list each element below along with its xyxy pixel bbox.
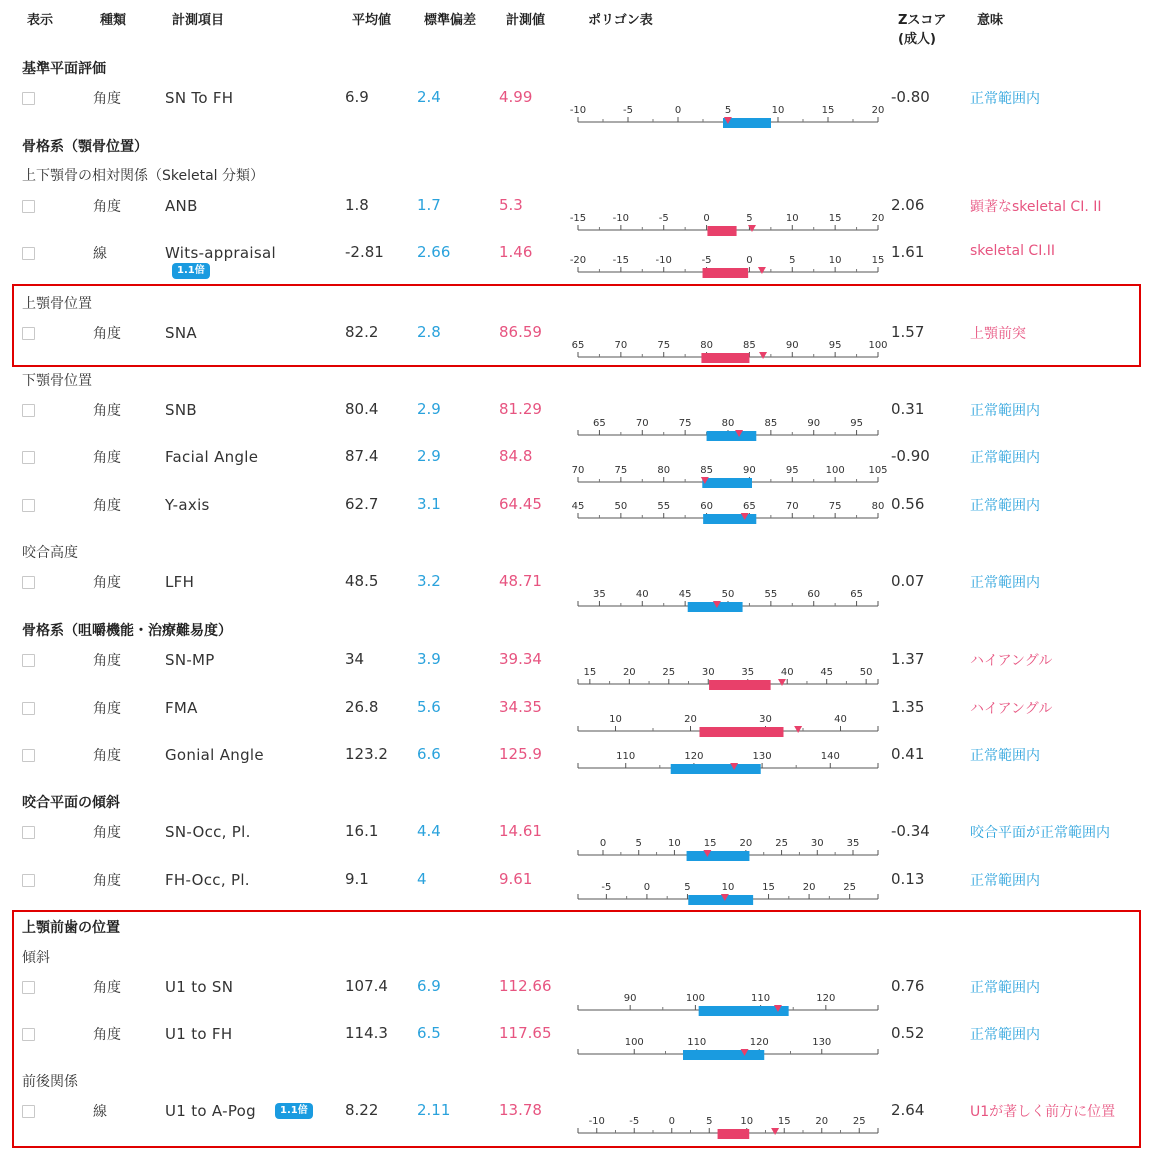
row-type: 線 [93, 246, 107, 262]
row-measured: 86.59 [499, 323, 542, 341]
axis-tick-label: 95 [828, 340, 842, 351]
axis-tick-label: 40 [780, 667, 794, 678]
axis-tick-label: 10 [721, 882, 735, 893]
axis-tick-label: 85 [743, 340, 756, 351]
polygon-chart [574, 409, 884, 443]
row-mean: 1.8 [345, 196, 369, 214]
row-meaning: 咬合平面が正常範囲内 [970, 825, 1110, 841]
axis-tick-label: -5 [658, 213, 669, 224]
axis-tick-label: 10 [609, 714, 622, 725]
axis-tick-label: 10 [785, 213, 799, 224]
axis-tick-label: 15 [828, 213, 842, 224]
show-checkbox[interactable] [22, 404, 35, 417]
axis-tick-label: -5 [623, 105, 633, 116]
axis-tick-label: 25 [662, 667, 676, 678]
row-item-name: FMA [165, 699, 198, 717]
row-mean: 26.8 [345, 698, 379, 716]
axis-tick-label: 20 [802, 882, 816, 893]
header-polygon: ポリゴン表 [588, 13, 653, 28]
show-checkbox[interactable] [22, 749, 35, 762]
row-meaning: U1が著しく前方に位置 [970, 1104, 1116, 1120]
row-z-score: 0.41 [891, 745, 925, 763]
axis-tick-label: 70 [614, 340, 628, 351]
row-type: 角度 [93, 873, 121, 889]
axis-tick-label: 20 [622, 667, 636, 678]
row-type: 線 [93, 1104, 107, 1120]
header-z-line1: Zスコア [898, 13, 947, 28]
section-title: 上下顎骨の相対関係（Skeletal 分類） [22, 168, 265, 184]
header-meaning: 意味 [977, 13, 1004, 28]
axis-tick-label: 110 [687, 1037, 707, 1048]
axis-tick-label: 90 [743, 465, 756, 476]
axis-tick-label: 130 [812, 1037, 832, 1048]
row-z-score: 0.76 [891, 977, 925, 995]
axis-tick-label: 80 [871, 501, 885, 512]
polygon-chart [569, 204, 885, 238]
row-item-name: FH-Occ, Pl. [165, 871, 250, 889]
multiplier-badge: 1.1倍 [275, 1103, 313, 1119]
row-measured: 64.45 [499, 495, 542, 513]
polygon-chart [574, 742, 884, 776]
row-meaning: skeletal CI.II [970, 243, 1056, 259]
axis-tick-label: 15 [703, 838, 717, 849]
section-title: 咬合高度 [22, 545, 78, 561]
row-z-score: 1.37 [891, 650, 925, 668]
sd-range-bar [701, 353, 749, 363]
row-item-name: Y-axis [165, 496, 210, 514]
row-type: 角度 [93, 980, 121, 996]
row-sd: 2.9 [417, 447, 441, 465]
row-mean: 107.4 [345, 977, 388, 995]
axis-tick-label: 0 [599, 838, 607, 849]
axis-tick-label: 75 [678, 418, 692, 429]
axis-tick-label: 65 [850, 589, 863, 600]
axis-tick-label: -10 [612, 213, 630, 224]
section-title: 上顎前歯の位置 [22, 920, 120, 936]
row-mean: 16.1 [345, 822, 379, 840]
row-sd: 6.6 [417, 745, 441, 763]
axis-tick-label: 40 [635, 589, 649, 600]
axis-tick-label: 45 [678, 589, 692, 600]
row-z-score: -0.34 [891, 822, 930, 840]
axis-tick-label: 15 [821, 105, 835, 116]
polygon-chart [574, 984, 884, 1018]
axis-tick-label: 55 [657, 501, 671, 512]
axis-tick-label: 120 [749, 1037, 769, 1048]
row-item-name: U1 to FH [165, 1025, 233, 1043]
axis-tick-label: 75 [614, 465, 628, 476]
row-z-score: -0.90 [891, 447, 930, 465]
row-type: 角度 [93, 825, 121, 841]
header-sd: 標準偏差 [424, 13, 477, 28]
axis-tick-label: 0 [643, 882, 651, 893]
axis-tick-label: 15 [583, 667, 597, 678]
row-item-name: Gonial Angle [165, 746, 264, 764]
axis-tick-label: 35 [846, 838, 860, 849]
axis-tick-label: -10 [569, 105, 587, 116]
row-mean: 6.9 [345, 88, 369, 106]
row-measured: 1.46 [499, 243, 533, 261]
show-checkbox[interactable] [22, 327, 35, 340]
row-measured: 13.78 [499, 1101, 542, 1119]
axis-tick-label: 60 [700, 501, 713, 512]
row-item-name: SN To FH [165, 89, 234, 107]
axis-tick-label: 0 [674, 105, 682, 116]
section-title: 咬合平面の傾斜 [22, 795, 120, 811]
axis-tick-label: 95 [785, 465, 799, 476]
row-mean: -2.81 [345, 243, 384, 261]
row-meaning: 正常範囲内 [970, 1027, 1040, 1043]
axis-tick-label: -20 [569, 255, 587, 266]
axis-tick-label: 120 [816, 993, 836, 1004]
axis-tick-label: 85 [764, 418, 778, 429]
show-checkbox[interactable] [22, 576, 35, 589]
row-meaning: 上顎前突 [970, 326, 1026, 342]
polygon-chart [574, 1107, 884, 1141]
axis-tick-label: 80 [700, 340, 713, 351]
show-checkbox[interactable] [22, 200, 35, 213]
row-type: 角度 [93, 326, 121, 342]
row-sd: 3.2 [417, 572, 441, 590]
show-checkbox[interactable] [22, 654, 35, 667]
row-measured: 39.34 [499, 650, 542, 668]
sd-range-bar [703, 514, 756, 524]
polygon-chart [574, 1028, 884, 1062]
row-meaning: ハイアングル [970, 653, 1053, 669]
row-mean: 8.22 [345, 1101, 379, 1119]
axis-tick-label: 75 [657, 340, 671, 351]
row-sd: 4 [417, 870, 427, 888]
axis-tick-label: 5 [684, 882, 691, 893]
axis-tick-label: 10 [771, 105, 785, 116]
show-checkbox[interactable] [22, 1105, 35, 1118]
polygon-chart [569, 246, 885, 280]
section-title: 骨格系（咀嚼機能・治療難易度） [22, 623, 232, 639]
section-title: 傾斜 [22, 950, 50, 966]
row-mean: 48.5 [345, 572, 379, 590]
row-z-score: 1.61 [891, 243, 925, 261]
axis-tick-label: 20 [871, 105, 885, 116]
row-type: 角度 [93, 1027, 121, 1043]
axis-tick-label: 5 [789, 255, 796, 266]
row-measured: 14.61 [499, 822, 542, 840]
row-mean: 80.4 [345, 400, 379, 418]
row-sd: 2.8 [417, 323, 441, 341]
row-measured: 4.99 [499, 88, 533, 106]
row-z-score: 0.13 [891, 870, 925, 888]
axis-tick-label: -10 [655, 255, 672, 266]
show-checkbox[interactable] [22, 92, 35, 105]
row-z-score: -0.80 [891, 88, 930, 106]
measured-marker [771, 1128, 779, 1135]
row-mean: 34 [345, 650, 365, 668]
row-meaning: ハイアングル [970, 701, 1053, 717]
axis-tick-label: 55 [764, 589, 778, 600]
row-mean: 123.2 [345, 745, 388, 763]
axis-tick-label: 50 [614, 501, 628, 512]
header-mean: 平均値 [352, 13, 392, 28]
axis-tick-label: -5 [629, 1116, 640, 1127]
row-z-score: 0.52 [891, 1024, 925, 1042]
axis-tick-label: 120 [684, 751, 704, 762]
axis-tick-label: 80 [721, 418, 735, 429]
axis-tick-label: 5 [724, 105, 732, 116]
row-mean: 114.3 [345, 1024, 388, 1042]
row-mean: 62.7 [345, 495, 379, 513]
row-item-name: Wits-appraisal [165, 244, 276, 262]
axis-tick-label: 80 [657, 465, 671, 476]
axis-tick-label: 100 [825, 465, 845, 476]
row-mean: 82.2 [345, 323, 379, 341]
row-meaning: 正常範囲内 [970, 873, 1040, 889]
show-checkbox[interactable] [22, 451, 35, 464]
axis-tick-label: 50 [721, 589, 735, 600]
axis-tick-label: 25 [843, 882, 856, 893]
axis-tick-label: 20 [815, 1116, 829, 1127]
row-measured: 117.65 [499, 1024, 552, 1042]
header-measured: 計測値 [506, 13, 546, 28]
row-sd: 3.9 [417, 650, 441, 668]
row-measured: 112.66 [499, 977, 552, 995]
show-checkbox[interactable] [22, 826, 35, 839]
axis-tick-label: 100 [685, 993, 705, 1004]
axis-tick-label: 40 [834, 714, 847, 725]
axis-tick-label: 65 [571, 340, 585, 351]
row-item-name: LFH [165, 573, 195, 591]
row-meaning: 顕著なskeletal CI. II [970, 199, 1102, 215]
header-item: 計測項目 [172, 13, 225, 28]
row-sd: 4.4 [417, 822, 441, 840]
axis-tick-label: -15 [612, 255, 630, 266]
show-checkbox[interactable] [22, 1028, 35, 1041]
axis-tick-label: 25 [852, 1116, 866, 1127]
row-item-name: SN-MP [165, 651, 215, 669]
row-z-score: 1.35 [891, 698, 925, 716]
sd-range-bar [707, 431, 757, 441]
axis-tick-label: -10 [588, 1116, 605, 1127]
row-z-score: 2.06 [891, 196, 925, 214]
axis-tick-label: 110 [751, 993, 771, 1004]
row-item-name: ANB [165, 197, 198, 215]
row-item-name: U1 to A-Pog [165, 1102, 256, 1120]
row-type: 角度 [93, 403, 121, 419]
section-title: 前後関係 [22, 1074, 78, 1090]
row-sd: 2.4 [417, 88, 441, 106]
row-meaning: 正常範囲内 [970, 498, 1040, 514]
measured-marker [778, 679, 786, 686]
row-sd: 1.7 [417, 196, 441, 214]
row-measured: 9.61 [499, 870, 533, 888]
row-item-name: SN-Occ, Pl. [165, 823, 251, 841]
row-meaning: 正常範囲内 [970, 403, 1040, 419]
measured-marker [758, 267, 766, 274]
axis-tick-label: 90 [807, 418, 821, 429]
axis-tick-label: 130 [752, 751, 772, 762]
axis-tick-label: 30 [701, 667, 715, 678]
axis-tick-label: 65 [743, 501, 756, 512]
sd-range-bar [718, 1129, 750, 1139]
row-z-score: 1.57 [891, 323, 925, 341]
row-measured: 84.8 [499, 447, 533, 465]
polygon-chart [571, 331, 888, 365]
polygon-chart [574, 658, 884, 692]
polygon-chart [571, 492, 885, 526]
axis-tick-label: 15 [871, 255, 885, 266]
axis-tick-label: 20 [684, 714, 697, 725]
header-z-line2: (成人) [898, 32, 936, 47]
row-type: 角度 [93, 748, 121, 764]
row-mean: 9.1 [345, 870, 369, 888]
row-type: 角度 [93, 701, 121, 717]
axis-tick-label: 60 [807, 589, 821, 600]
row-mean: 87.4 [345, 447, 379, 465]
sd-range-bar [700, 727, 784, 737]
polygon-chart [569, 96, 885, 130]
section-title: 下顎骨位置 [22, 373, 92, 389]
polygon-chart [571, 456, 888, 490]
axis-tick-label: 140 [820, 751, 840, 762]
section-title: 基準平面評価 [22, 61, 106, 77]
row-type: 角度 [93, 450, 121, 466]
header-show: 表示 [27, 13, 54, 28]
row-meaning: 正常範囲内 [970, 91, 1040, 107]
axis-tick-label: 100 [868, 340, 888, 351]
row-sd: 2.66 [417, 243, 451, 261]
row-sd: 3.1 [417, 495, 441, 513]
row-measured: 5.3 [499, 196, 523, 214]
axis-tick-label: 10 [828, 255, 842, 266]
axis-tick-label: 15 [777, 1116, 791, 1127]
axis-tick-label: 5 [635, 838, 642, 849]
polygon-chart [574, 829, 884, 863]
axis-tick-label: 85 [700, 465, 713, 476]
axis-tick-label: 70 [635, 418, 649, 429]
sd-range-bar [671, 764, 761, 774]
axis-tick-label: 50 [859, 667, 873, 678]
show-checkbox[interactable] [22, 702, 35, 715]
row-item-name: U1 to SN [165, 978, 234, 996]
sd-range-bar [699, 1006, 789, 1016]
row-sd: 6.9 [417, 977, 441, 995]
row-item-name: SNA [165, 324, 197, 342]
row-measured: 34.35 [499, 698, 542, 716]
sd-range-bar [707, 226, 736, 236]
axis-tick-label: 0 [703, 213, 710, 224]
polygon-chart [574, 873, 884, 907]
axis-tick-label: 75 [828, 501, 842, 512]
axis-tick-label: 100 [624, 1037, 644, 1048]
polygon-chart [574, 580, 884, 614]
axis-tick-label: 70 [571, 465, 585, 476]
show-checkbox[interactable] [22, 874, 35, 887]
header-type: 種類 [100, 13, 127, 28]
axis-tick-label: -15 [569, 213, 587, 224]
row-measured: 125.9 [499, 745, 542, 763]
row-type: 角度 [93, 91, 121, 107]
axis-tick-label: 45 [820, 667, 834, 678]
axis-tick-label: 20 [739, 838, 753, 849]
show-checkbox[interactable] [22, 247, 35, 260]
row-measured: 81.29 [499, 400, 542, 418]
axis-tick-label: 15 [762, 882, 775, 893]
row-type: 角度 [93, 653, 121, 669]
row-z-score: 2.64 [891, 1101, 925, 1119]
row-meaning: 正常範囲内 [970, 980, 1040, 996]
axis-tick-label: 105 [868, 465, 888, 476]
sd-range-bar [702, 478, 752, 488]
axis-tick-label: 0 [668, 1116, 675, 1127]
axis-tick-label: 20 [871, 213, 885, 224]
row-measured: 48.71 [499, 572, 542, 590]
axis-tick-label: 65 [593, 418, 606, 429]
axis-tick-label: 110 [616, 751, 636, 762]
axis-tick-label: 30 [759, 714, 772, 725]
axis-tick-label: 90 [623, 993, 637, 1004]
axis-tick-label: 30 [810, 838, 824, 849]
row-type: 角度 [93, 498, 121, 514]
axis-tick-label: -5 [601, 882, 612, 893]
axis-tick-label: 10 [740, 1116, 754, 1127]
row-z-score: 0.56 [891, 495, 925, 513]
axis-tick-label: 70 [785, 501, 799, 512]
show-checkbox[interactable] [22, 499, 35, 512]
axis-tick-label: 45 [571, 501, 585, 512]
row-sd: 2.11 [417, 1101, 451, 1119]
section-title: 骨格系（顎骨位置） [22, 139, 148, 155]
row-sd: 2.9 [417, 400, 441, 418]
axis-tick-label: 35 [593, 589, 606, 600]
row-sd: 5.6 [417, 698, 441, 716]
row-z-score: 0.07 [891, 572, 925, 590]
row-meaning: 正常範囲内 [970, 575, 1040, 591]
sd-range-bar [709, 680, 771, 690]
axis-tick-label: 95 [850, 418, 863, 429]
axis-tick-label: -5 [701, 255, 712, 266]
sd-range-bar [683, 1050, 764, 1060]
sd-range-bar [687, 851, 750, 861]
axis-tick-label: 35 [741, 667, 755, 678]
section-title: 上顎骨位置 [22, 296, 92, 312]
axis-tick-label: 90 [785, 340, 799, 351]
multiplier-badge: 1.1倍 [172, 263, 210, 279]
row-z-score: 0.31 [891, 400, 925, 418]
row-type: 角度 [93, 575, 121, 591]
sd-range-bar [688, 895, 753, 905]
axis-tick-label: 0 [746, 255, 753, 266]
axis-tick-label: 5 [706, 1116, 713, 1127]
show-checkbox[interactable] [22, 981, 35, 994]
row-meaning: 正常範囲内 [970, 450, 1040, 466]
polygon-chart [574, 705, 884, 739]
axis-tick-label: 10 [668, 838, 681, 849]
row-meaning: 正常範囲内 [970, 748, 1040, 764]
row-sd: 6.5 [417, 1024, 441, 1042]
measured-marker [794, 726, 802, 733]
row-item-name: Facial Angle [165, 448, 259, 466]
sd-range-bar [703, 268, 749, 278]
measured-marker [759, 352, 767, 359]
row-item-name: SNB [165, 401, 197, 419]
row-type: 角度 [93, 199, 121, 215]
axis-tick-label: 5 [746, 213, 753, 224]
axis-tick-label: 25 [775, 838, 788, 849]
